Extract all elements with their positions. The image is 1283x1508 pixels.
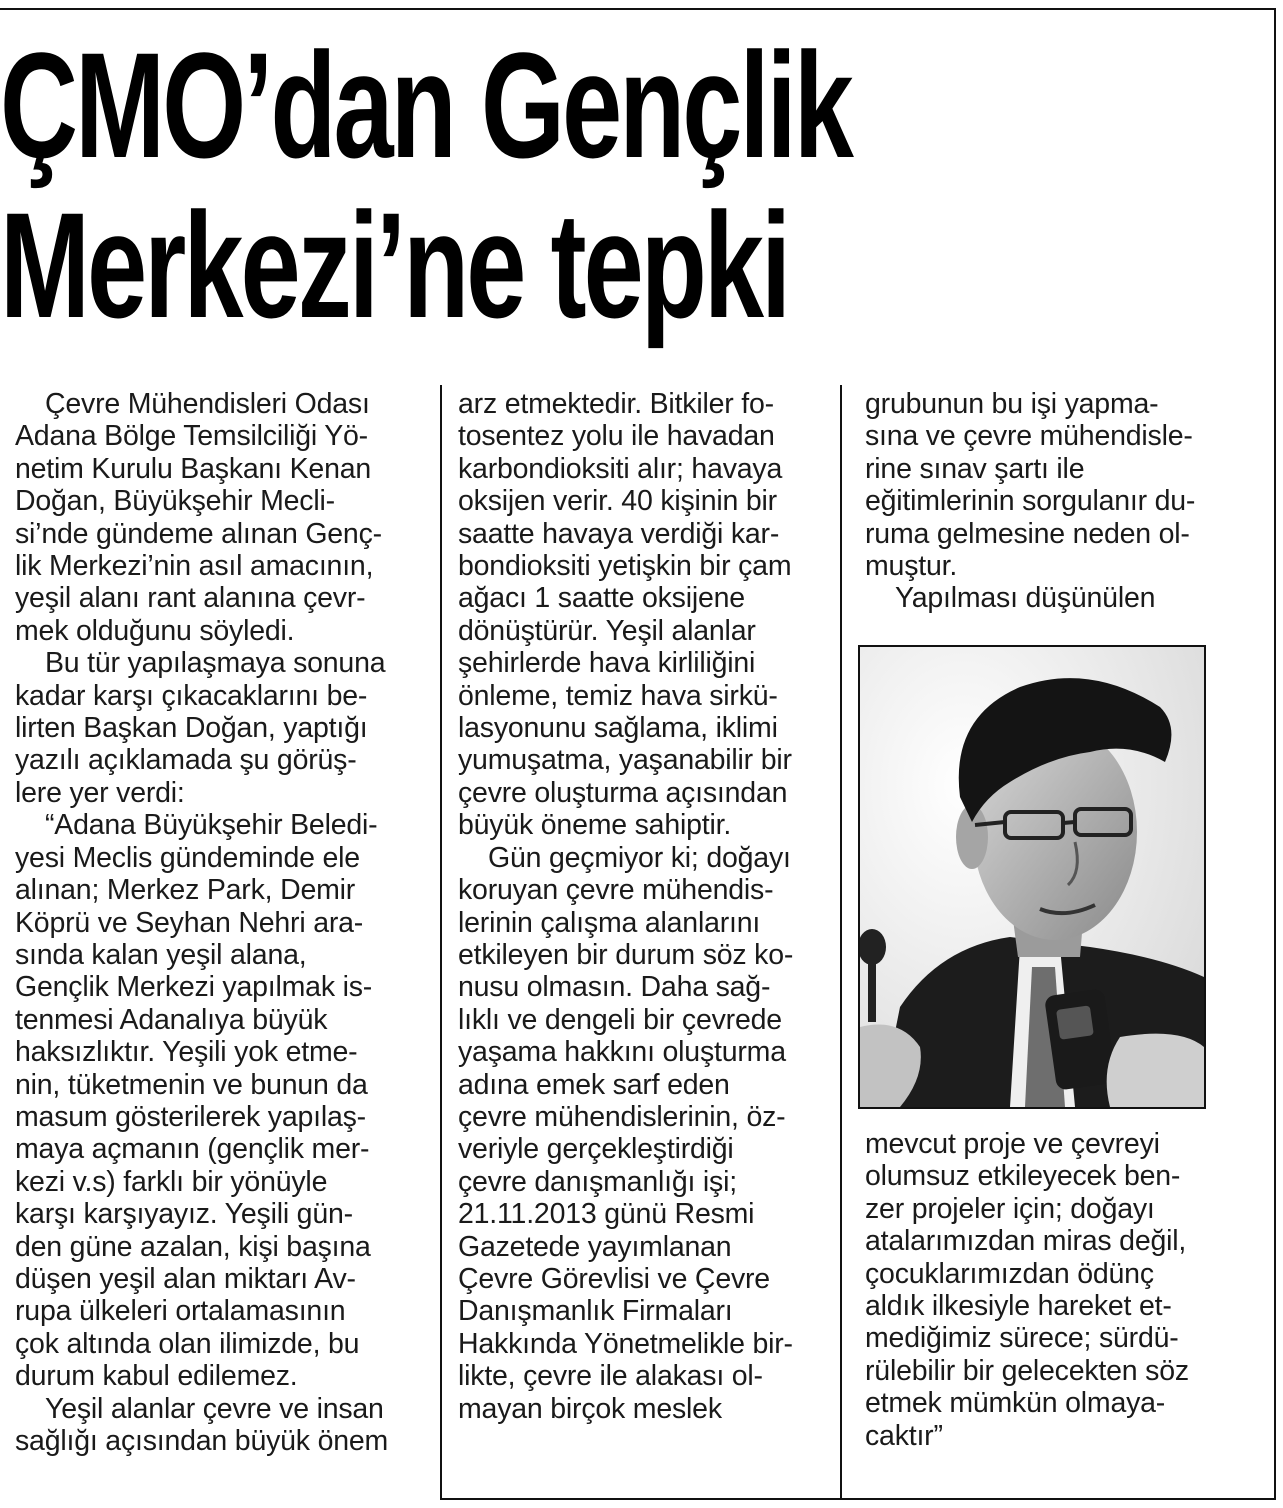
article-text-line: etmek mümkün olmaya- [865, 1387, 1166, 1420]
article-text-line: yaşama hakkını oluşturma [458, 1036, 786, 1069]
article-text-line: aldık ilkesiyle hareket et- [865, 1290, 1172, 1323]
article-text-line: şehirlerde hava kirliliğini [458, 647, 756, 680]
article-text-line: Bu tür yapılaşmaya sonuna [45, 647, 386, 680]
article-text-line: yumuşatma, yaşanabilir bir [458, 744, 792, 777]
article-text-line: masum gösterilerek yapılaş- [15, 1100, 366, 1133]
column-divider-2 [840, 385, 842, 1500]
article-text-line: karşı karşıyayız. Yeşili gün- [15, 1198, 353, 1231]
article-text-line: veriyle gerçekleştirdiği [458, 1133, 734, 1166]
article-text-line: grubunun bu işi yapma- [865, 388, 1159, 420]
article-text-line: yeşil alanı rant alanına çevr- [15, 582, 366, 615]
article-text-line: likte, çevre ile alakası ol- [458, 1360, 763, 1393]
article-text-line: tosentez yolu ile havadan [458, 420, 775, 453]
article-text-line: saatte havaya verdiği kar- [458, 517, 780, 550]
article-text-line: muştur. [865, 550, 958, 583]
article-text-line: çevre mühendislerinin, öz- [458, 1100, 786, 1133]
article-text-line: “Adana Büyükşehir Beledi- [45, 809, 378, 842]
speaker-portrait-image [860, 647, 1204, 1107]
article-text-line: mayan birçok meslek [458, 1392, 722, 1425]
article-text-line: Köprü ve Seyhan Nehri ara- [15, 906, 364, 939]
article-text-line: sına ve çevre mühendisle- [865, 420, 1193, 453]
headline-line-2: Merkezi’ne tepki [0, 181, 789, 349]
article-text-line: Adana Bölge Temsilciliği Yö- [15, 420, 368, 453]
article-text-line: tenmesi Adanalıya büyük [15, 1003, 328, 1036]
article-text-line: mediğimiz sürece; sürdü- [865, 1322, 1179, 1355]
article-text-line: mek olduğunu söyledi. [15, 614, 295, 647]
article-text-line: Doğan, Büyükşehir Mecli- [15, 485, 335, 518]
right-border [1274, 8, 1276, 1500]
article-text-line: lıklı ve dengeli bir çevrede [458, 1003, 782, 1036]
article-text-line: Yapılması düşünülen [895, 582, 1156, 615]
article-text-line: oksijen verir. 40 kişinin bir [458, 485, 777, 518]
article-text-line: adına emek sarf eden [458, 1068, 730, 1101]
article-text-line: olumsuz etkileyecek ben- [865, 1160, 1181, 1193]
article-column-3-top [865, 388, 1195, 615]
article-text-line: kadar karşı çıkacaklarını be- [15, 679, 368, 712]
article-text-line: lere yer verdi: [15, 776, 185, 809]
article-text-line: düşen yeşil alan miktarı Av- [15, 1262, 356, 1295]
article-column-3-bottom [865, 1128, 1189, 1452]
article-text-line: netim Kurulu Başkanı Kenan [15, 452, 372, 485]
article-text-line: Çevre Mühendisleri Odası [45, 388, 370, 420]
article-text-line: bondioksiti yetişkin bir çam [458, 550, 792, 583]
article-text-line: dönüştürür. Yeşil alanlar [458, 614, 756, 647]
article-text-line: maya açmanın (gençlik mer- [15, 1133, 370, 1166]
article-text-line: Gazetede yayımlanan [458, 1230, 732, 1263]
article-headline [0, 21, 914, 349]
article-text-line: nusu olmasın. Daha sağ- [458, 971, 771, 1004]
article-text-line: Yeşil alanlar çevre ve insan [45, 1392, 384, 1425]
article-text-line: lerinin çalışma alanlarını [458, 906, 761, 939]
article-text-line: lirten Başkan Doğan, yaptığı [15, 712, 368, 745]
top-border [0, 8, 1276, 10]
article-text-line: koruyan çevre mühendis- [458, 874, 774, 907]
article-text-line: yazılı açıklamada şu görüş- [15, 744, 357, 777]
column-divider-1 [440, 385, 442, 1500]
article-text-line: Gençlik Merkezi yapılmak is- [15, 971, 373, 1004]
article-text-line: çevre oluşturma açısından [458, 776, 788, 809]
article-text-line: kezi v.s) farklı bir yönüyle [15, 1165, 328, 1198]
article-text-line: önleme, temiz hava sirkü- [458, 679, 778, 712]
article-text-line: atalarımızdan miras değil, [865, 1225, 1187, 1258]
bottom-border [440, 1498, 1276, 1500]
article-text-line: Gün geçmiyor ki; doğayı [488, 841, 791, 874]
article-text-line: 21.11.2013 günü Resmi [458, 1198, 755, 1231]
article-text-line: lik Merkezi’nin asıl amacının, [15, 550, 374, 583]
article-text-line: rupa ülkeleri ortalamasının [15, 1295, 346, 1328]
article-text-line: eğitimlerinin sorgulanır du- [865, 485, 1196, 518]
article-text-line: ağacı 1 saatte oksijene [458, 582, 745, 615]
article-text-line: büyük öneme sahiptir. [458, 809, 732, 842]
article-text-line: zer projeler için; doğayı [865, 1192, 1155, 1225]
article-column-2 [458, 388, 793, 1425]
article-text-line: karbondioksiti alır; havaya [458, 452, 783, 485]
article-text-line: nin, tüketmenin ve bunun da [15, 1068, 368, 1101]
speaker-photo [858, 645, 1206, 1109]
article-text-line: haksızlıktır. Yeşili yok etme- [15, 1036, 358, 1069]
article-text-line: rine sınav şartı ile [865, 452, 1085, 485]
article-text-line: si’nde gündeme alınan Genç- [15, 517, 382, 550]
article-text-line: caktır” [865, 1419, 943, 1452]
article-text-line: çok altında olan ilimizde, bu [15, 1327, 360, 1360]
article-text-line: mevcut proje ve çevreyi [865, 1128, 1160, 1160]
article-text-line: durum kabul edilemez. [15, 1360, 298, 1393]
article-text-line: Çevre Görevlisi ve Çevre [458, 1262, 770, 1295]
article-text-line: sında kalan yeşil alana, [15, 938, 307, 971]
article-text-line: arz etmektedir. Bitkiler fo- [458, 388, 774, 420]
article-text-line: Danışmanlık Firmaları [458, 1295, 733, 1328]
article-text-line: rülebilir bir gelecekten söz [865, 1354, 1189, 1387]
article-text-line: yesi Meclis gündeminde ele [15, 841, 360, 874]
article-column-1 [15, 388, 388, 1457]
headline-line-1: ÇMO’dan Gençlik [0, 21, 851, 189]
article-text-line: lasyonunu sağlama, iklimi [458, 712, 778, 745]
article-text-line: Hakkında Yönetmelikle bir- [458, 1327, 793, 1360]
article-text-line: ruma gelmesine neden ol- [865, 517, 1190, 550]
article-text-line: etkileyen bir durum söz ko- [458, 938, 794, 971]
article-text-line: alınan; Merkez Park, Demir [15, 874, 356, 907]
article-text-line: den güne azalan, kişi başına [15, 1230, 371, 1263]
article-text-line: çevre danışmanlığı işi; [458, 1165, 737, 1198]
article-text-line: sağlığı açısından büyük önem [15, 1425, 389, 1457]
article-text-line: çocuklarımızdan ödünç [865, 1257, 1154, 1290]
